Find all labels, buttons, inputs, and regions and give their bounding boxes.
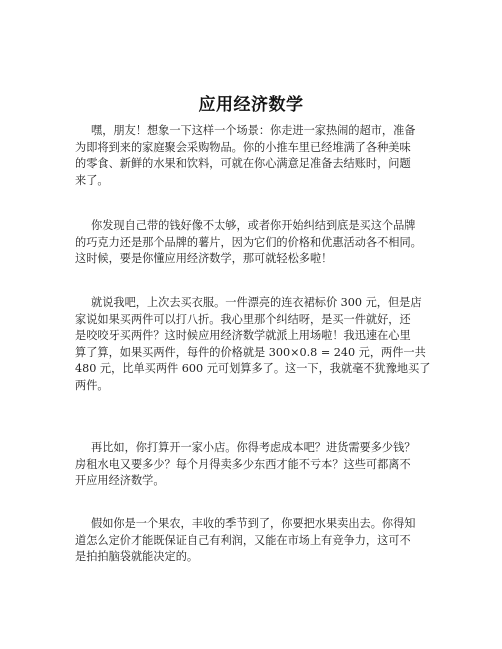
- paragraph-line: 的巧克力还是那个品牌的薯片，因为它们的价格和优惠活动各不相同。: [75, 235, 422, 249]
- paragraph-line: 再比如，你打算开一家小店。你得考虑成本吧？进货需要多少钱？: [91, 441, 416, 454]
- paragraph-line: 就说我吧，上次去买衣服。一件漂亮的连衣裙标价 300 元，但是店: [91, 296, 422, 309]
- paragraph-line: 房租水电又要多少？每个月得卖多少东西才能不亏本？这些可都离不: [75, 457, 411, 471]
- paragraph-line: 是咬咬牙买两件？这时候应用经济数学就派上用场啦！我迅速在心里: [75, 329, 411, 342]
- paragraph-line: 是拍拍脑袋就能决定的。: [75, 550, 199, 563]
- paragraph-line: 假如你是一个果农，丰收的季节到了，你要把水果卖出去。你得知: [91, 517, 416, 530]
- paragraph-line: 两件。: [75, 378, 109, 392]
- paragraph-line: 道怎么定价才能既保证自己有利润，又能在市场上有竞争力，这可不: [75, 533, 411, 547]
- paragraph-3: [75, 295, 430, 394]
- paragraph-line: 来了。: [75, 173, 109, 187]
- paragraph-2: [75, 218, 422, 268]
- paragraph-line: 嘿，朋友！想象一下这样一个场景：你走进一家热闹的超市，准备: [91, 124, 416, 137]
- paragraph-line: 为即将到来的家庭聚会采购物品。你的小推车里已经堆满了各种美味: [75, 140, 411, 154]
- paragraph-line: 算了算，如果买两件，每件的价格就是 300×0.8 = 240 元，两件一共: [75, 345, 426, 359]
- paragraph-line: 这时候，要是你懂应用经济数学，那可就轻松多啦！: [75, 252, 333, 265]
- paragraph-5: [75, 516, 415, 566]
- paragraph-1: [75, 123, 415, 189]
- paragraph-4: [75, 440, 415, 490]
- paragraph-line: 家说如果买两件可以打八折。我心里那个纠结呀，是买一件就好，还: [75, 312, 411, 326]
- paragraph-line: 480 元，比单买两件 600 元可划算多了。这一下，我就毫不犹豫地买了: [75, 362, 431, 375]
- paragraph-line: 你发现自己带的钱好像不太够，或者你开始纠结到底是买这个品牌: [91, 219, 416, 232]
- paragraph-line: 开应用经济数学。: [75, 474, 165, 487]
- paragraph-line: 的零食、新鲜的水果和饮料，可就在你心满意足准备去结账时，问题: [75, 157, 411, 170]
- document-title: 应用经济数学: [198, 95, 304, 115]
